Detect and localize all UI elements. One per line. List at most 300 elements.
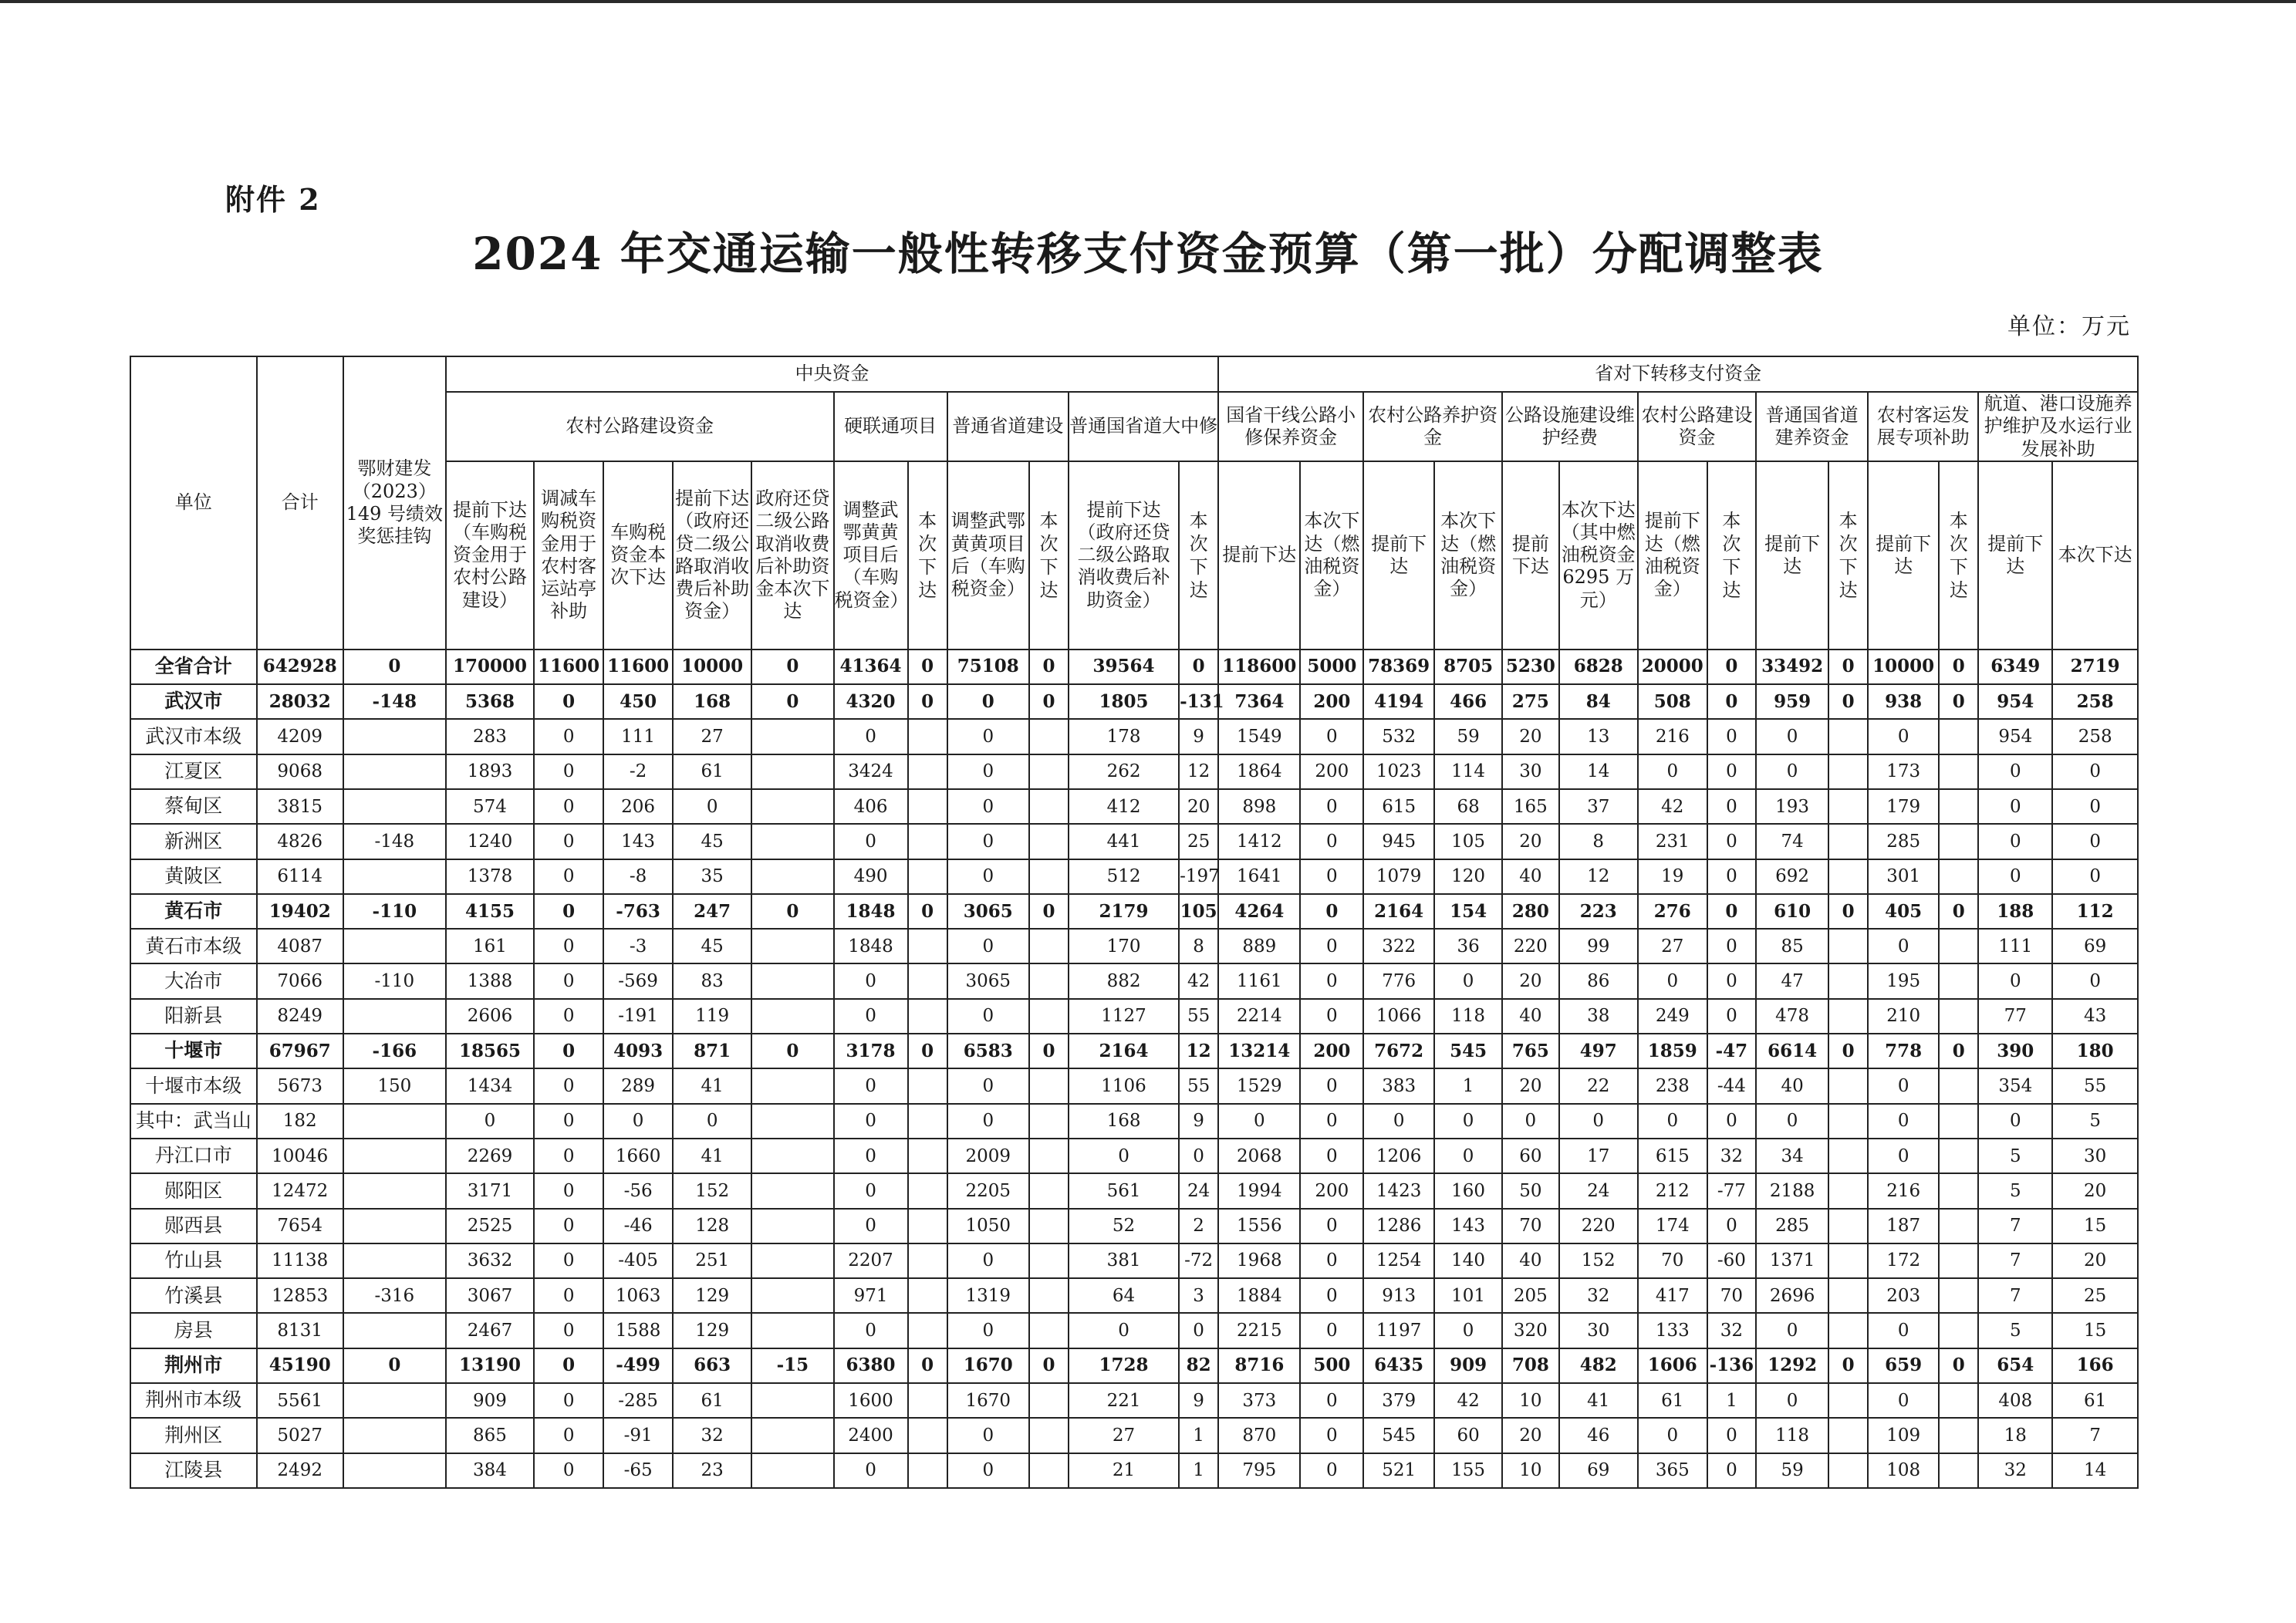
value-cell: 0 [1300, 929, 1363, 963]
value-cell: 118 [1434, 999, 1502, 1034]
value-cell: 52 [1069, 1209, 1179, 1243]
value-cell [908, 1173, 947, 1208]
value-cell: 408 [1978, 1383, 2052, 1418]
value-cell: 561 [1069, 1173, 1179, 1208]
value-cell: 25 [2052, 1278, 2138, 1313]
value-cell [751, 1068, 833, 1103]
value-cell: 8249 [257, 999, 343, 1034]
value-cell: 15 [2052, 1313, 2138, 1348]
value-cell [343, 1209, 446, 1243]
value-cell: 954 [1978, 684, 2052, 719]
value-cell: 174 [1638, 1209, 1707, 1243]
value-cell: 25 [1179, 824, 1218, 859]
value-cell: 383 [1363, 1068, 1434, 1103]
value-cell: 42 [1638, 789, 1707, 824]
value-cell: 0 [534, 684, 603, 719]
value-cell: 9068 [257, 754, 343, 789]
unit-name-cell: 黄石市本级 [130, 929, 257, 963]
value-cell: 34 [1756, 1139, 1828, 1173]
value-cell [343, 1313, 446, 1348]
value-cell: 0 [1300, 1383, 1363, 1418]
value-cell: 5000 [1300, 650, 1363, 684]
value-cell: 0 [534, 789, 603, 824]
value-cell: 0 [1179, 1139, 1218, 1173]
value-cell: 69 [1559, 1453, 1638, 1488]
value-cell: 663 [673, 1348, 751, 1383]
value-cell: 8 [1559, 824, 1638, 859]
value-cell: 6349 [1978, 650, 2052, 684]
value-cell: 10000 [1868, 650, 1939, 684]
table-row [130, 719, 2138, 754]
value-cell: 0 [534, 1034, 603, 1068]
value-cell: 152 [1559, 1243, 1638, 1278]
value-cell [1939, 1383, 1978, 1418]
value-cell: 42 [1179, 963, 1218, 998]
value-cell [1828, 789, 1868, 824]
value-cell: 19 [1638, 859, 1707, 894]
value-cell [1029, 824, 1069, 859]
value-cell: 6583 [947, 1034, 1029, 1068]
value-cell: 4093 [603, 1034, 673, 1068]
value-cell: -72 [1179, 1243, 1218, 1278]
unit-name-cell: 新洲区 [130, 824, 257, 859]
value-cell: 3632 [446, 1243, 534, 1278]
value-cell: 2179 [1069, 894, 1179, 929]
value-cell: 490 [834, 859, 908, 894]
value-cell: -56 [603, 1173, 673, 1208]
value-cell [908, 1313, 947, 1348]
value-cell: 7364 [1218, 684, 1300, 719]
value-cell: 105 [1434, 824, 1502, 859]
value-cell: 898 [1218, 789, 1300, 824]
value-cell: 0 [1029, 894, 1069, 929]
value-cell: 193 [1756, 789, 1828, 824]
value-cell: 0 [834, 1068, 908, 1103]
value-cell: 285 [1868, 824, 1939, 859]
value-cell: 165 [1502, 789, 1559, 824]
value-cell: 1197 [1363, 1313, 1434, 1348]
value-cell: 45 [673, 929, 751, 963]
value-cell: 1641 [1218, 859, 1300, 894]
subheader-col-24: 提前下达 [1978, 461, 2052, 650]
table-row [130, 1068, 2138, 1103]
subheader-col-25: 本次下达 [2052, 461, 2138, 650]
value-cell: 0 [947, 1243, 1029, 1278]
value-cell [751, 1383, 833, 1418]
value-cell: 20 [1502, 824, 1559, 859]
value-cell: 46 [1559, 1418, 1638, 1453]
value-cell: 18565 [446, 1034, 534, 1068]
value-cell: 2164 [1069, 1034, 1179, 1068]
value-cell: 6435 [1363, 1348, 1434, 1383]
value-cell: 405 [1868, 894, 1939, 929]
value-cell: 3424 [834, 754, 908, 789]
value-cell [751, 999, 833, 1034]
value-cell: 0 [947, 1104, 1029, 1139]
value-cell: 1388 [446, 963, 534, 998]
header-central-funds: 中央资金 [446, 356, 1218, 392]
value-cell: 0 [908, 894, 947, 929]
value-cell: 692 [1756, 859, 1828, 894]
value-cell: 0 [1300, 789, 1363, 824]
value-cell: 28032 [257, 684, 343, 719]
value-cell: 111 [603, 719, 673, 754]
value-cell: 32 [1559, 1278, 1638, 1313]
table-row [130, 1383, 2138, 1418]
value-cell: 3065 [947, 963, 1029, 998]
value-cell: 0 [534, 1313, 603, 1348]
value-cell [751, 1418, 833, 1453]
value-cell: 0 [534, 1139, 603, 1173]
value-cell: 85 [1756, 929, 1828, 963]
value-cell: -110 [343, 894, 446, 929]
value-cell: 0 [1868, 1139, 1939, 1173]
value-cell: 0 [947, 929, 1029, 963]
header-provincial-road: 普通省道建设 [947, 392, 1069, 461]
value-cell: -77 [1707, 1173, 1756, 1208]
value-cell: 68 [1434, 789, 1502, 824]
value-cell [1828, 1418, 1868, 1453]
value-cell: 0 [1707, 1418, 1756, 1453]
value-cell: 0 [1707, 963, 1756, 998]
value-cell [751, 1139, 833, 1173]
unit-name-cell: 黄石市 [130, 894, 257, 929]
value-cell: 0 [1502, 1104, 1559, 1139]
value-cell: 74 [1756, 824, 1828, 859]
value-cell: 1106 [1069, 1068, 1179, 1103]
value-cell: 1588 [603, 1313, 673, 1348]
value-cell: 41 [673, 1068, 751, 1103]
value-cell: 10046 [257, 1139, 343, 1173]
value-cell: 83 [673, 963, 751, 998]
subheader-col-6: 调整武鄂黄黄项目后（车购税资金） [834, 461, 908, 650]
value-cell: 1556 [1218, 1209, 1300, 1243]
value-cell: 865 [446, 1418, 534, 1453]
value-cell: 0 [534, 859, 603, 894]
value-cell: 0 [534, 754, 603, 789]
value-cell: 8705 [1434, 650, 1502, 684]
value-cell [343, 1104, 446, 1139]
value-cell: 283 [446, 719, 534, 754]
value-cell: 1 [1179, 1418, 1218, 1453]
value-cell: 160 [1434, 1173, 1502, 1208]
value-cell [1828, 1383, 1868, 1418]
subheader-col-1: 提前下达（车购税资金用于农村公路建设） [446, 461, 534, 650]
subheader-col-10: 提前下达（政府还贷二级公路取消收费后补助资金） [1069, 461, 1179, 650]
value-cell: 0 [534, 1243, 603, 1278]
value-cell: 9 [1179, 719, 1218, 754]
value-cell: -65 [603, 1453, 673, 1488]
value-cell: 574 [446, 789, 534, 824]
value-cell: 4209 [257, 719, 343, 754]
subheader-col-23: 本次下达 [1949, 509, 1968, 601]
value-cell: 19402 [257, 894, 343, 929]
value-cell: 1050 [947, 1209, 1029, 1243]
value-cell: 0 [947, 684, 1029, 719]
value-cell: 545 [1363, 1418, 1434, 1453]
value-cell: 289 [603, 1068, 673, 1103]
value-cell [343, 1418, 446, 1453]
value-cell: 1994 [1218, 1173, 1300, 1208]
value-cell [908, 1068, 947, 1103]
value-cell: 30 [2052, 1139, 2138, 1173]
value-cell: 0 [1939, 684, 1978, 719]
header-unit: 单位 [130, 356, 257, 650]
value-cell: 0 [1029, 1348, 1069, 1383]
value-cell: -15 [751, 1348, 833, 1383]
table-row [130, 859, 2138, 894]
value-cell: 1884 [1218, 1278, 1300, 1313]
value-cell: 27 [1638, 929, 1707, 963]
value-cell: 0 [1868, 1104, 1939, 1139]
value-cell [1828, 859, 1868, 894]
value-cell: 0 [1434, 1313, 1502, 1348]
value-cell: 0 [751, 1034, 833, 1068]
value-cell [1939, 963, 1978, 998]
value-cell: 205 [1502, 1278, 1559, 1313]
value-cell: 12472 [257, 1173, 343, 1208]
value-cell: 4194 [1363, 684, 1434, 719]
value-cell: 30 [1559, 1313, 1638, 1348]
page-top-edge [0, 0, 2296, 3]
subheader-col-16: 提前下达 [1502, 461, 1559, 650]
value-cell: 41364 [834, 650, 908, 684]
value-cell: 20000 [1638, 650, 1707, 684]
value-cell: 84 [1559, 684, 1638, 719]
unit-note: 单位：万元 [2007, 313, 2131, 340]
value-cell: 0 [947, 999, 1029, 1034]
value-cell: 13214 [1218, 1034, 1300, 1068]
value-cell: 0 [834, 1104, 908, 1139]
value-cell: 7 [1978, 1278, 2052, 1313]
value-cell [343, 1139, 446, 1173]
value-cell: 0 [1069, 1139, 1179, 1173]
value-cell: 532 [1363, 719, 1434, 754]
header-facility-funds: 公路设施建设维护经费 [1502, 392, 1638, 461]
subheader-col-13: 本次下达（燃油税资金） [1300, 461, 1363, 650]
value-cell: 0 [1300, 719, 1363, 754]
value-cell: 478 [1756, 999, 1828, 1034]
value-cell [1939, 929, 1978, 963]
unit-name-cell: 丹江口市 [130, 1139, 257, 1173]
table-row [130, 1209, 2138, 1243]
subheader-col-22: 提前下达 [1868, 461, 1939, 650]
value-cell: 365 [1638, 1453, 1707, 1488]
value-cell: 0 [534, 963, 603, 998]
value-cell: 1371 [1756, 1243, 1828, 1278]
value-cell: 1292 [1756, 1348, 1828, 1383]
value-cell: 172 [1868, 1243, 1939, 1278]
value-cell [1828, 1139, 1868, 1173]
value-cell: 1423 [1363, 1173, 1434, 1208]
value-cell [1828, 1313, 1868, 1348]
value-cell: 61 [2052, 1383, 2138, 1418]
value-cell: 381 [1069, 1243, 1179, 1278]
value-cell: 0 [834, 1209, 908, 1243]
value-cell: 0 [2052, 824, 2138, 859]
value-cell: 0 [534, 894, 603, 929]
value-cell [1029, 859, 1069, 894]
value-cell: 610 [1756, 894, 1828, 929]
table-row [130, 1034, 2138, 1068]
value-cell: 0 [947, 824, 1029, 859]
value-cell: 40 [1502, 1243, 1559, 1278]
value-cell: 417 [1638, 1278, 1707, 1313]
value-cell: 0 [1868, 719, 1939, 754]
value-cell: 0 [1828, 650, 1868, 684]
value-cell: 210 [1868, 999, 1939, 1034]
value-cell: 1286 [1363, 1209, 1434, 1243]
value-cell: 4155 [446, 894, 534, 929]
value-cell: 36 [1434, 929, 1502, 963]
value-cell: 2492 [257, 1453, 343, 1488]
unit-name-cell: 江陵县 [130, 1453, 257, 1488]
value-cell: 27 [1069, 1418, 1179, 1453]
value-cell: 168 [1069, 1104, 1179, 1139]
value-cell [751, 1313, 833, 1348]
value-cell: 3067 [446, 1278, 534, 1313]
value-cell: 77 [1978, 999, 2052, 1034]
value-cell: 0 [1300, 1139, 1363, 1173]
table-row [130, 1313, 2138, 1348]
value-cell [1828, 824, 1868, 859]
subheader-col-4: 提前下达（政府还贷二级公路取消收费后补助资金） [673, 461, 751, 650]
value-cell: 262 [1069, 754, 1179, 789]
value-cell: 179 [1868, 789, 1939, 824]
value-cell [1828, 999, 1868, 1034]
value-cell [343, 1383, 446, 1418]
value-cell: 0 [2052, 859, 2138, 894]
value-cell: 129 [673, 1278, 751, 1313]
value-cell: 101 [1434, 1278, 1502, 1313]
value-cell: 247 [673, 894, 751, 929]
value-cell: 0 [343, 650, 446, 684]
header-rural-road-construction-central: 农村公路建设资金 [446, 392, 834, 461]
value-cell: 45190 [257, 1348, 343, 1383]
value-cell: 497 [1559, 1034, 1638, 1068]
value-cell: -166 [343, 1034, 446, 1068]
unit-name-cell: 郧西县 [130, 1209, 257, 1243]
value-cell [751, 1104, 833, 1139]
value-cell: 150 [343, 1068, 446, 1103]
unit-name-cell: 竹山县 [130, 1243, 257, 1278]
value-cell: 1859 [1638, 1034, 1707, 1068]
value-cell [343, 754, 446, 789]
value-cell [1939, 1209, 1978, 1243]
value-cell [1029, 1278, 1069, 1313]
value-cell: 170000 [446, 650, 534, 684]
value-cell: 221 [1069, 1383, 1179, 1418]
value-cell: 354 [1978, 1068, 2052, 1103]
value-cell: 1600 [834, 1383, 908, 1418]
value-cell: 32 [1707, 1139, 1756, 1173]
value-cell: 14 [2052, 1453, 2138, 1488]
table-row [130, 754, 2138, 789]
value-cell: 0 [673, 789, 751, 824]
value-cell: 0 [947, 754, 1029, 789]
value-cell: 0 [834, 1139, 908, 1173]
value-cell: 2207 [834, 1243, 908, 1278]
value-cell [1828, 1243, 1868, 1278]
value-cell: 42 [1434, 1383, 1502, 1418]
value-cell: -8 [603, 859, 673, 894]
value-cell: 654 [1978, 1348, 2052, 1383]
value-cell: 1864 [1218, 754, 1300, 789]
value-cell: 41 [673, 1139, 751, 1173]
value-cell [1029, 754, 1069, 789]
value-cell: 27 [673, 719, 751, 754]
value-cell: 384 [446, 1453, 534, 1488]
value-cell: 1848 [834, 894, 908, 929]
value-cell: 0 [1978, 789, 2052, 824]
value-cell [1939, 1313, 1978, 1348]
value-cell [1939, 1453, 1978, 1488]
value-cell: 390 [1978, 1034, 2052, 1068]
value-cell [908, 1243, 947, 1278]
value-cell: 379 [1363, 1383, 1434, 1418]
value-cell: 70 [1638, 1243, 1707, 1278]
unit-name-cell: 竹溪县 [130, 1278, 257, 1313]
value-cell: 1063 [603, 1278, 673, 1313]
unit-name-cell: 荆州市本级 [130, 1383, 257, 1418]
value-cell: 0 [751, 894, 833, 929]
header-waterway: 航道、港口设施养护维护及水运行业发展补助 [1978, 392, 2138, 461]
value-cell: 0 [751, 650, 833, 684]
value-cell: 2606 [446, 999, 534, 1034]
value-cell: 615 [1363, 789, 1434, 824]
subheader-col-8: 调整武鄂黄黄项目后（车购税资金） [947, 461, 1029, 650]
value-cell: 7 [2052, 1418, 2138, 1453]
subheader-col-9: 本次下达 [1039, 509, 1059, 601]
value-cell: 0 [908, 1348, 947, 1383]
value-cell: 0 [1868, 929, 1939, 963]
value-cell [1939, 1243, 1978, 1278]
value-cell: 238 [1638, 1068, 1707, 1103]
value-cell: 1968 [1218, 1243, 1300, 1278]
value-cell: 3 [1179, 1278, 1218, 1313]
value-cell: 0 [1300, 1068, 1363, 1103]
value-cell: 0 [1434, 1139, 1502, 1173]
value-cell: 0 [1707, 684, 1756, 719]
value-cell: -110 [343, 963, 446, 998]
value-cell: 35 [673, 859, 751, 894]
value-cell: 61 [1638, 1383, 1707, 1418]
value-cell: 0 [1179, 650, 1218, 684]
header-national-provincial-road: 普通国省道建养资金 [1756, 392, 1868, 461]
subheader-col-11: 本次下达 [1189, 509, 1208, 601]
value-cell: 0 [1069, 1313, 1179, 1348]
value-cell: 0 [534, 1173, 603, 1208]
value-cell [1939, 824, 1978, 859]
value-cell: 2205 [947, 1173, 1029, 1208]
value-cell: 7654 [257, 1209, 343, 1243]
table-row [130, 963, 2138, 998]
unit-name-cell: 黄陂区 [130, 859, 257, 894]
value-cell: 0 [1300, 1453, 1363, 1488]
value-cell: 0 [534, 1453, 603, 1488]
value-cell: 909 [446, 1383, 534, 1418]
value-cell: 482 [1559, 1348, 1638, 1383]
value-cell: 32 [673, 1418, 751, 1453]
value-cell: 0 [947, 859, 1029, 894]
value-cell: 118 [1756, 1418, 1828, 1453]
unit-name-cell: 武汉市本级 [130, 719, 257, 754]
unit-name-cell: 全省合计 [130, 650, 257, 684]
header-performance: 鄂财建发（2023）149 号绩效奖惩挂钩 [343, 356, 446, 650]
value-cell: 24 [1179, 1173, 1218, 1208]
value-cell: 280 [1502, 894, 1559, 929]
value-cell [1939, 1068, 1978, 1103]
